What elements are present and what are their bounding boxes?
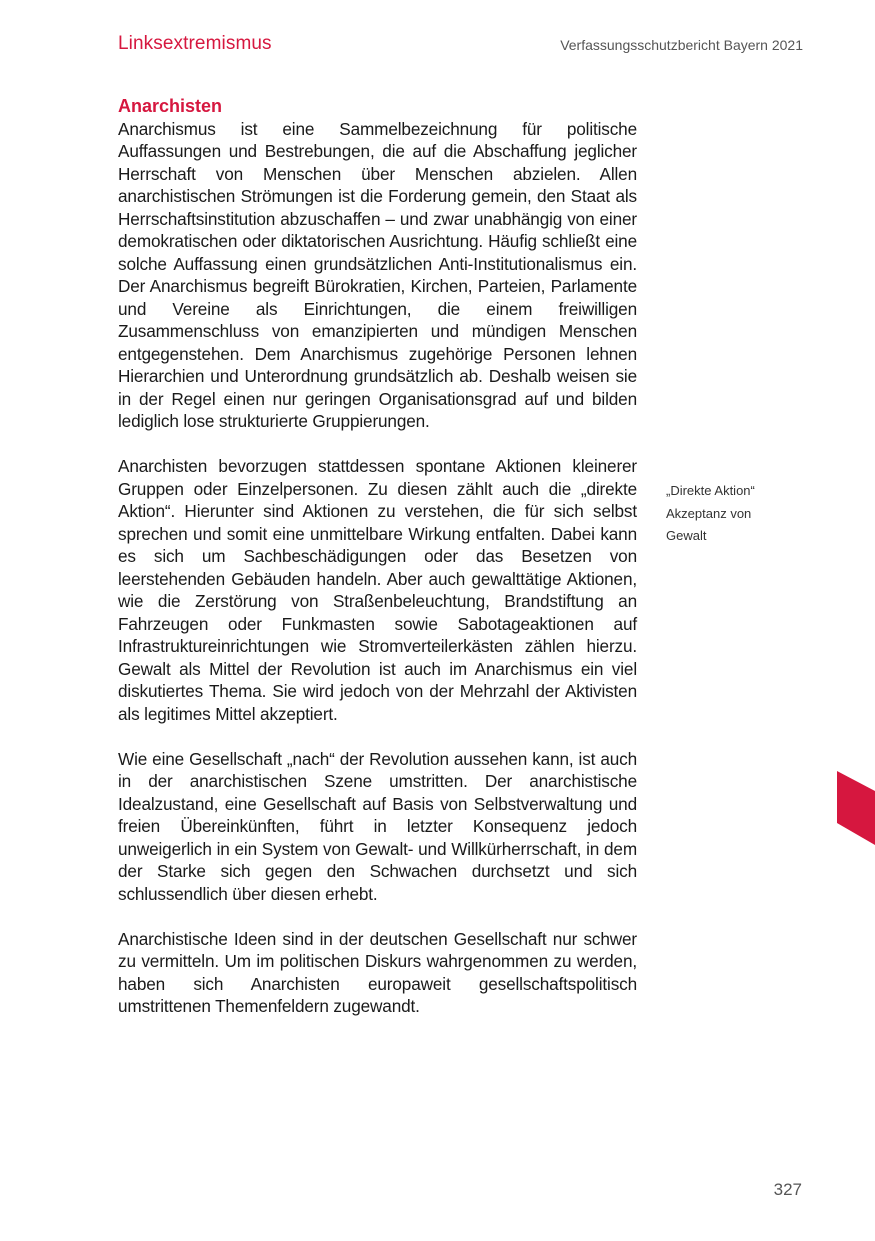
- paragraph-1: Anarchismus ist eine Sammelbezeichnung für politische Auffassungen und Bestrebungen, die auf die Abschaffung jeglicher Herrschaft von Menschen über Menschen abzielen. Allen anarchistischen Strömungen ist die Forderung gemein, den Staat als Herrschaftsinstitution abzuschaffen – und zwar unabhängig von einer demokratischen oder diktatorischen Ausrichtung. Häufig schließt eine solche Auffassung einen grundsätzlichen Anti-Institutionalismus ein. Der Anarchismus begreift Bürokratien, Kirchen, Parteien, Parlamente und Vereine als Einrichtungen, die einem freiwilligen Zusammenschluss von emanzipierten und mündigen Menschen entgegenstehen. Dem Anarchismus zugehörige Personen lehnen Hierarchien und Unterordnung grundsätzlich ab. Deshalb weisen sie in der Regel einen nur geringen Organisationsgrad auf und bilden lediglich lose strukturierte Gruppierungen.: [118, 118, 637, 431]
- margin-note-line-1: „Direkte Aktion“: [666, 483, 755, 498]
- paragraph-4: Anarchistische Ideen sind in der deutschen Gesellschaft nur schwer zu vermitteln. Um im politischen Diskurs wahrgenommen zu werden, haben sich Anarchisten europaweit gesellschaftspolitisch umstrittenen Themenfeldern zugewandt.: [118, 928, 637, 1016]
- margin-note-line-2: Akzeptanz von: [666, 505, 752, 521]
- margin-note: [666, 480, 806, 548]
- paragraph-2: Anarchisten bevorzugen stattdessen spontane Aktionen kleinerer Gruppen oder Einzelpersonen. Zu diesen zählt auch die „direkte Aktion“. Hierunter sind Aktionen zu verstehen, die für sich selbst sprechen und somit eine unmittelbare Wirkung entfalten. Dabei kann es sich um Sachbeschädigungen oder das Besetzen von leerstehenden Gebäuden handeln. Aber auch gewalttätige Aktionen, wie die Zerstörung von Straßenbeleuchtung, Brandstiftung an Fahrzeugen oder Funkmasten sowie Sabotageaktionen auf Infrastruktureinrichtungen wie Stromverteilerkästen zählen hierzu. Gewalt als Mittel der Revolution ist auch im Anarchismus ein viel diskutiertes Thema. Sie wird jedoch von der Mehrzahl der Aktivisten als legitimes Mittel akzeptiert.: [118, 456, 637, 724]
- running-section-title: Linksextremismus: [118, 33, 272, 54]
- chapter-tab-marker: [837, 771, 875, 845]
- main-content: [118, 95, 637, 1040]
- margin-note-line-3: Gewalt: [666, 528, 707, 543]
- running-report-title: Verfassungsschutzbericht Bayern 2021: [560, 37, 803, 53]
- paragraph-3: Wie eine Gesellschaft „nach“ der Revolution aussehen kann, ist auch in der anarchistischen Szene umstritten. Der anarchistische Idealzustand, eine Gesellschaft auf Basis von Selbstverwaltung und freien Übereinkünften, führt in letzter Konsequenz jedoch unweigerlich in ein System von Gewalt- und Willkürherrschaft, in dem der Starke sich gegen den Schwachen durchsetzt und sich schlussendlich über diesen erhebt.: [118, 748, 637, 904]
- section-heading: Anarchisten: [118, 96, 223, 116]
- page-number: 327: [773, 1180, 802, 1199]
